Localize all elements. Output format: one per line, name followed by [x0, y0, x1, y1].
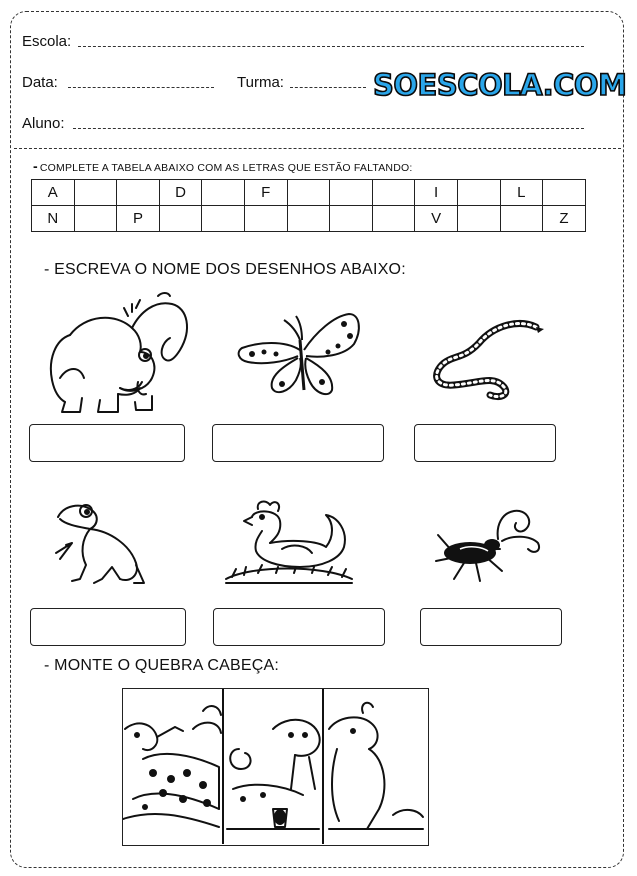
- table-cell: N: [32, 206, 75, 232]
- table-cell[interactable]: [457, 206, 500, 232]
- alphabet-table: [31, 179, 586, 232]
- table-cell[interactable]: [74, 180, 117, 206]
- answer-box-snake[interactable]: [414, 424, 556, 462]
- table-cell[interactable]: [244, 206, 287, 232]
- data-label: Data:: [22, 74, 58, 91]
- table-cell: L: [500, 180, 543, 206]
- table-cell: V: [415, 206, 458, 232]
- table-cell: D: [159, 180, 202, 206]
- table-cell[interactable]: [202, 180, 245, 206]
- answer-box-cockroach[interactable]: [420, 608, 562, 646]
- site-logo: SOESCOLA.COM: [373, 68, 627, 102]
- table-cell[interactable]: [202, 206, 245, 232]
- table-cell[interactable]: [372, 180, 415, 206]
- table-cell: I: [415, 180, 458, 206]
- answer-box-hen[interactable]: [213, 608, 385, 646]
- butterfly-icon: [234, 310, 364, 400]
- elephant-icon: [40, 290, 195, 420]
- table-cell[interactable]: [159, 206, 202, 232]
- aluno-label: Aluno:: [22, 115, 65, 132]
- turma-label: Turma:: [237, 74, 284, 91]
- data-line[interactable]: [68, 87, 214, 88]
- turma-line[interactable]: [290, 87, 366, 88]
- puzzle-frame: [122, 688, 429, 846]
- table-cell: P: [117, 206, 160, 232]
- alphabet-row-1: [32, 180, 586, 206]
- escola-line[interactable]: [78, 46, 584, 47]
- cockroach-icon: [430, 505, 545, 585]
- exercise2-instruction: - ESCREVA O NOME DOS DESENHOS ABAIXO:: [44, 261, 406, 278]
- answer-box-frog[interactable]: [30, 608, 186, 646]
- table-cell[interactable]: [372, 206, 415, 232]
- answer-box-elephant[interactable]: [29, 424, 185, 462]
- alphabet-row-2: [32, 206, 586, 232]
- table-cell[interactable]: [543, 180, 586, 206]
- escola-label: Escola:: [22, 33, 72, 50]
- exercise3-instruction: - MONTE O QUEBRA CABEÇA:: [44, 657, 280, 674]
- frog-icon: [50, 495, 150, 590]
- aluno-line[interactable]: [73, 128, 584, 129]
- table-cell[interactable]: [287, 180, 330, 206]
- table-cell[interactable]: [330, 180, 373, 206]
- answer-box-butterfly[interactable]: [212, 424, 384, 462]
- table-cell[interactable]: [457, 180, 500, 206]
- table-cell[interactable]: [500, 206, 543, 232]
- table-cell[interactable]: [74, 206, 117, 232]
- table-cell: F: [244, 180, 287, 206]
- section-divider: [14, 148, 621, 149]
- puzzle-picture: [123, 689, 427, 844]
- table-cell[interactable]: [117, 180, 160, 206]
- table-cell[interactable]: [287, 206, 330, 232]
- hen-icon: [222, 497, 357, 587]
- table-cell: A: [32, 180, 75, 206]
- table-cell[interactable]: [330, 206, 373, 232]
- exercise1-instruction: - COMPLETE A TABELA ABAIXO COM AS LETRAS QUE ESTÃO FALTANDO:: [33, 158, 413, 174]
- snake-icon: [424, 315, 549, 405]
- table-cell: Z: [543, 206, 586, 232]
